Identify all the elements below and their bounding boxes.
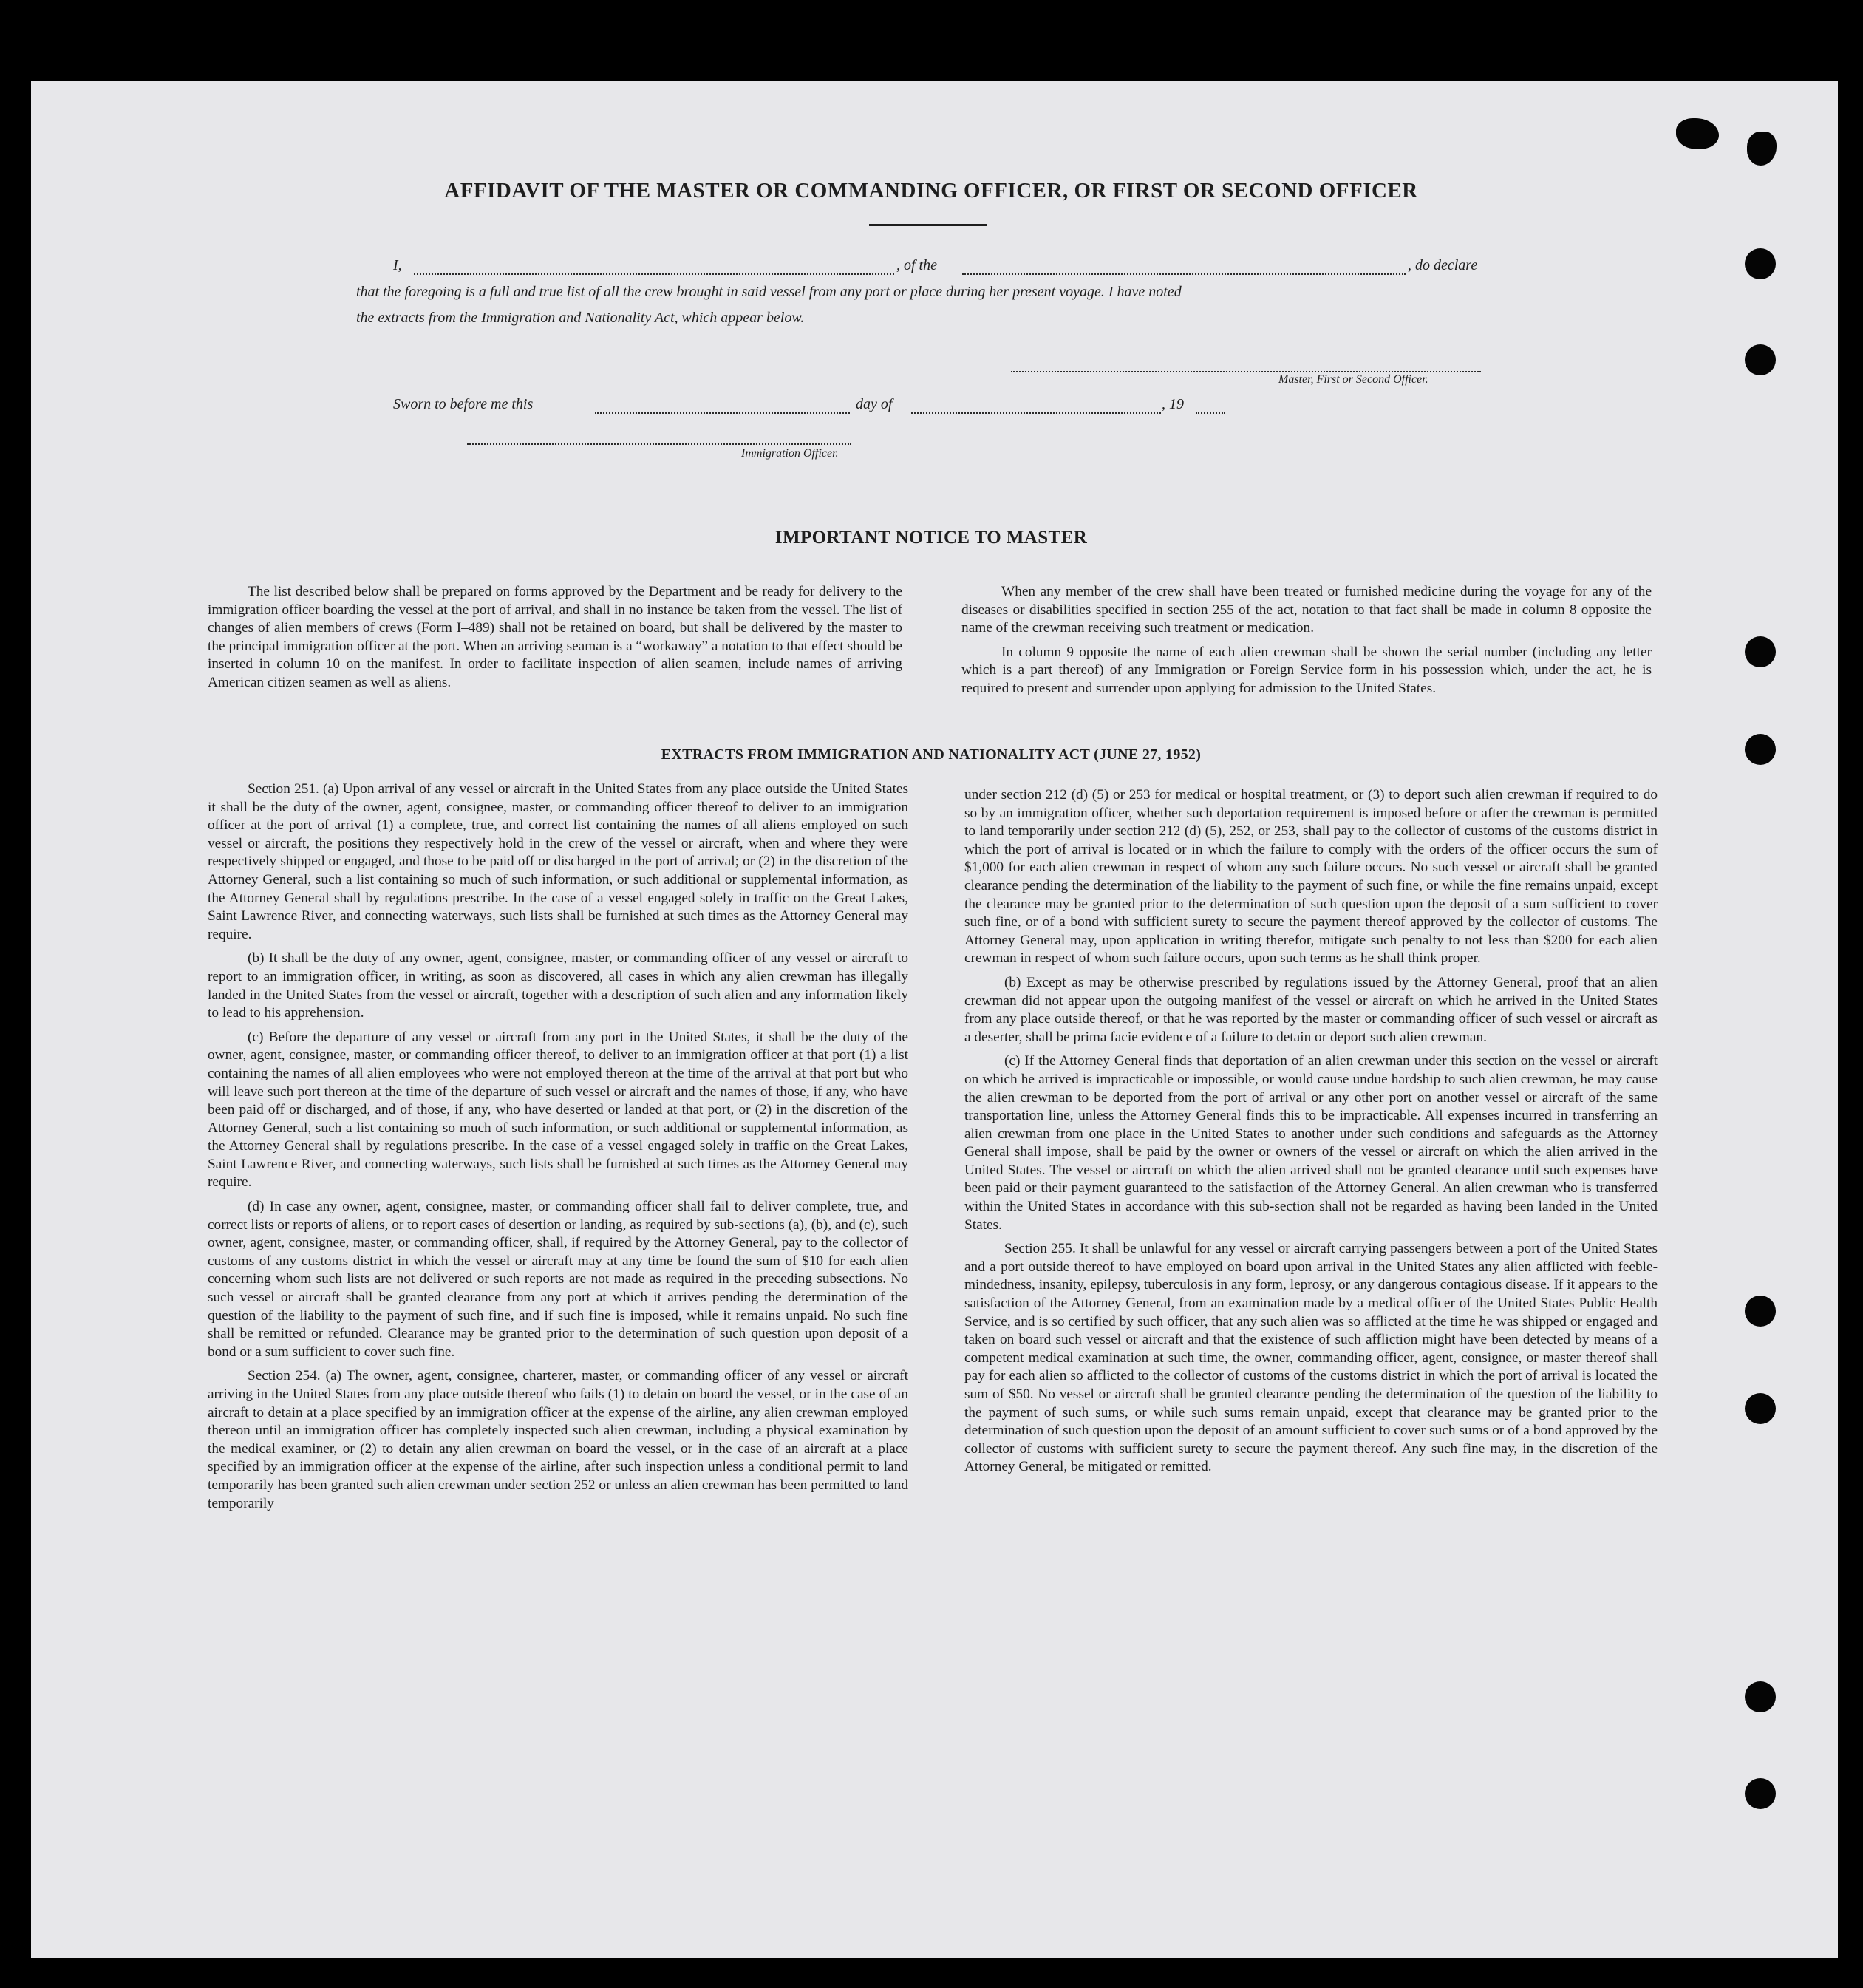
section-paragraph: Section 255. It shall be unlawful for any vessel or aircraft carrying passengers between a port of the United States and a port outside thereof to have employed on board upon arrival in the United States any alien afflicted with feeble-mindedness, insanity, epilepsy, tuberculosis in any form, leprosy, or any dangerous contagious disease. If it appears to the satisfaction of the Attorney General, from an examination made by a medical officer of the United States Public Health Service, and is so certified by such officer, that any such alien was so afflicted at the time he was shipped or engaged and taken on board such vessel or aircraft and that the existence of such affliction might have been detected by means of a competent medical examination at such time, the owner, commanding officer, agent, consignee, or master thereof shall pay for each alien so afflicted to the collector of customs of the customs district in which the port of arrival is located the sum of $50. No vessel or aircraft shall be granted clearance pending the determination of the question of the liability to the payment of such sums, or while such sums remain unpaid, except that clearance may be granted prior to the determination of such question upon the deposit of an amount sufficient to cover such sums or of a bond approved by the collector of customs with sufficient surety to secure the payment thereof. Any such fine may, in the discretion of the Attorney General, be mitigated or remitted. <box>964 1241 1658 1475</box>
notice-paragraph: In column 9 opposite the name of each alien crewman shall be shown the serial number (including any letter which is a part thereof) of any Immigration or Foreign Service form in his possession which, under the act, he is required to present and surrender upon applying for admission to the United States. <box>961 644 1652 696</box>
punch-hole <box>1745 636 1776 667</box>
name-field[interactable] <box>414 273 894 275</box>
section-paragraph: Section 254. (a) The owner, agent, consignee, charterer, master, or commanding officer of any vessel or aircraft arriving in the United States from any place outside thereof who fails (1) to detain on board the vessel, or in the case of an aircraft to detain at a place specified by an immigration officer at the expense of the airline, any alien crewman employed thereon until an immigration officer has completely inspected such alien crewman, including a physical examination by the medical examiner, or (2) to detain any alien crewman on board the vessel, or in the case of an aircraft at a place specified by an immigration officer at the expense of the airline, after such inspection unless a conditional permit to land temporarily has been granted such alien crewman under section 252 or unless an alien crewman has been permitted to land temporarily <box>208 1368 908 1511</box>
punch-hole <box>1745 1681 1776 1712</box>
notice-title: IMPORTANT NOTICE TO MASTER <box>774 528 1088 548</box>
punch-hole <box>1745 1296 1776 1327</box>
day-of-label: day of <box>856 396 893 412</box>
notice-right-column <box>961 583 1652 704</box>
extracts-right-column <box>964 786 1658 1483</box>
i-label: I, <box>393 257 402 273</box>
punch-hole <box>1745 1393 1776 1424</box>
affidavit-title: AFFIDAVIT OF THE MASTER OR COMMANDING OFFICER, OR FIRST OR SECOND OFFICER <box>444 179 1418 202</box>
section-paragraph: under section 212 (d) (5) or 253 for medical or hospital treatment, or (3) to deport such alien crewman if required to do so by an immigration officer, whether such deportation requirement is imposed before or after the crewman is permitted to land temporarily under section 212 (d) (5), 252, or 253, shall pay to the collector of customs of the customs district in which the port of arrival is located or in which the failure to comply with the orders of the officer occurs the sum of $1,000 for each alien crewman in respect of whom any such failure occurs. No such vessel or aircraft shall be granted clearance pending the determination of the liability to the payment of such fine, or while the fine remains unpaid, except the clearance may be granted prior to the determination of such question upon the deposit of a sum sufficient to cover such fine, or of a bond with sufficient surety to secure the payment thereof approved by the collector of customs. The Attorney General may, upon application in writing therefor, mitigate such penalty to not less than $200 for each alien crewman in respect of whom such failure occurs, upon such terms as he shall think proper. <box>964 787 1658 967</box>
vessel-field[interactable] <box>962 273 1406 275</box>
punch-hole <box>1745 734 1776 765</box>
notice-paragraph: The list described below shall be prepared on forms approved by the Department and be ready for delivery to the immigration officer boarding the vessel at the port of arrival, and shall in no instance be taken from the vessel. The list of changes of alien members of crews (Form I–489) shall not be retained on board, but shall be delivered by the master to the principal immigration officer at the port. When an arriving seaman is a “workaway” a notation to that effect should be inserted in column 10 on the manifest. In order to facilitate inspection of alien seamen, include names of arriving American citizen seamen as well as aliens. <box>208 584 902 690</box>
master-signature-label: Master, First or Second Officer. <box>1278 373 1428 386</box>
section-paragraph: (b) It shall be the duty of any owner, agent, consignee, master, or commanding officer of any vessel or aircraft to report to an immigration officer, in writing, as soon as discovered, all cases in which any alien crewman has illegally landed in the United States from the vessel or aircraft, together with a description of such alien and any information likely to lead to his apprehension. <box>208 950 908 1021</box>
sworn-year-field[interactable] <box>1196 412 1225 414</box>
punch-hole <box>1745 344 1776 375</box>
officer-signature-label: Immigration Officer. <box>741 447 839 460</box>
do-declare-label: , do declare <box>1408 257 1478 273</box>
declaration-line-2: the extracts from the Immigration and Nationality Act, which appear below. <box>356 310 805 326</box>
title-underline <box>869 224 987 226</box>
sworn-month-field[interactable] <box>911 412 1161 414</box>
notice-paragraph: When any member of the crew shall have been treated or furnished medicine during the voyage for any of the diseases or disabilities specified in section 255 of the act, notation to that fact shall be made in column 8 opposite the name of the crewman receiving such treatment or medication. <box>961 584 1652 636</box>
ink-blot <box>1676 118 1719 149</box>
sworn-label: Sworn to before me this <box>393 396 534 412</box>
sworn-day-field[interactable] <box>595 412 850 414</box>
punch-hole <box>1745 1778 1776 1809</box>
section-paragraph: (b) Except as may be otherwise prescribed by regulations issued by the Attorney General, proof that an alien crewman did not appear upon the outgoing manifest of the vessel or aircraft on which he arrived in the United States from any place outside thereof, or that he was reported by the master or commanding officer of such vessel or aircraft as a deserter, shall be prima facie evidence of a failure to detain or deport such alien crewman. <box>964 974 1658 1045</box>
declaration-line-1: that the foregoing is a full and true list of all the crew brought in said vessel from any port or place during her present voyage. I have noted <box>356 284 1182 300</box>
of-the-label: , of the <box>896 257 937 273</box>
master-signature-line[interactable] <box>1011 371 1481 372</box>
officer-signature-line[interactable] <box>467 443 851 445</box>
extracts-title: EXTRACTS FROM IMMIGRATION AND NATIONALITY ACT (JUNE 27, 1952) <box>661 746 1202 763</box>
extracts-left-column <box>208 780 908 1519</box>
year-label: , 19 <box>1162 396 1184 412</box>
notice-left-column <box>208 583 902 698</box>
section-paragraph: (c) Before the departure of any vessel or aircraft from any port in the United States, it shall be the duty of the owner, agent, consignee, master, or commanding officer thereof, to deliver to an immigration officer at that port (1) a list containing the names of all alien employees who were not employed thereon at the time of the arrival at that port but who will leave such port thereon at the time of the departure of such vessel or aircraft and the names of those, if any, who have been paid off or discharged, and of those, if any, who have deserted or landed at that port, or (2) in the discretion of the Attorney General, such a list containing so much of such information, or such additional or supplemental information, as the Attorney General shall by regulations prescribe. In the case of a vessel engaged solely in traffic on the Great Lakes, Saint Lawrence River, and connecting waterways, such lists shall be furnished at such times as the Attorney General may require. <box>208 1029 908 1191</box>
punch-hole <box>1745 248 1776 279</box>
section-paragraph: Section 251. (a) Upon arrival of any vessel or aircraft in the United States from any place outside the United States it shall be the duty of the owner, agent, consignee, master, or commanding officer thereof to deliver to an immigration officer at the port of arrival (1) a complete, true, and correct list containing the names of all aliens employed on such vessel or aircraft, the positions they respectively hold in the crew of the vessel or aircraft, when and where they were respectively shipped or engaged, and those to be paid off or discharged in the port of arrival; or (2) in the discretion of the Attorney General, such a list containing so much of such information, or such additional or supplemental information, as the Attorney General shall by regulations prescribe. In the case of a vessel engaged solely in traffic on the Great Lakes, Saint Lawrence River, and connecting waterways, such lists shall be furnished at such times as the Attorney General may require. <box>208 781 908 942</box>
section-paragraph: (d) In case any owner, agent, consignee, master, or commanding officer shall fail to deliver complete, true, and correct lists or reports of aliens, or to report cases of desertion or landing, as required by sub-sections (a), (b), and (c), such owner, agent, consignee, master, or commanding officer, shall, if required by the Attorney General, pay to the collector of customs of any customs district in which the vessel or aircraft may at any time be found the sum of $10 for each alien concerning whom such lists are not delivered or such reports are not made as required in the preceding subsections. No such vessel or aircraft shall be granted clearance from any port at which it arrives pending the determination of the question of the liability to the payment of such fine, and if such fine is imposed, while it remains unpaid. No such fine shall be remitted or refunded. Clearance may be granted prior to the determination of such question upon deposit of a bond or a sum sufficient to cover such fine. <box>208 1199 908 1360</box>
section-paragraph: (c) If the Attorney General finds that deportation of an alien crewman under this section on the vessel or aircraft on which he arrived is impracticable or impossible, or would cause undue hardship to such alien crewman, he may cause the alien crewman to be deported from the port of arrival or any other port on another vessel or aircraft of the same transportation line, unless the Attorney General finds this to be impracticable. All expenses incurred in transferring an alien crewman from one place in the United States to another under such conditions and safeguards as the Attorney General shall impose, shall be paid by the owner or owners of the vessel or aircraft on which the alien arrived in the United States. The vessel or aircraft on which the alien arrived shall not be granted clearance until such expenses have been paid or their payment guaranteed to the satisfaction of the Attorney General. An alien crewman who is transferred within the United States in accordance with this sub-section shall not be regarded as having been landed in the United States. <box>964 1053 1658 1233</box>
